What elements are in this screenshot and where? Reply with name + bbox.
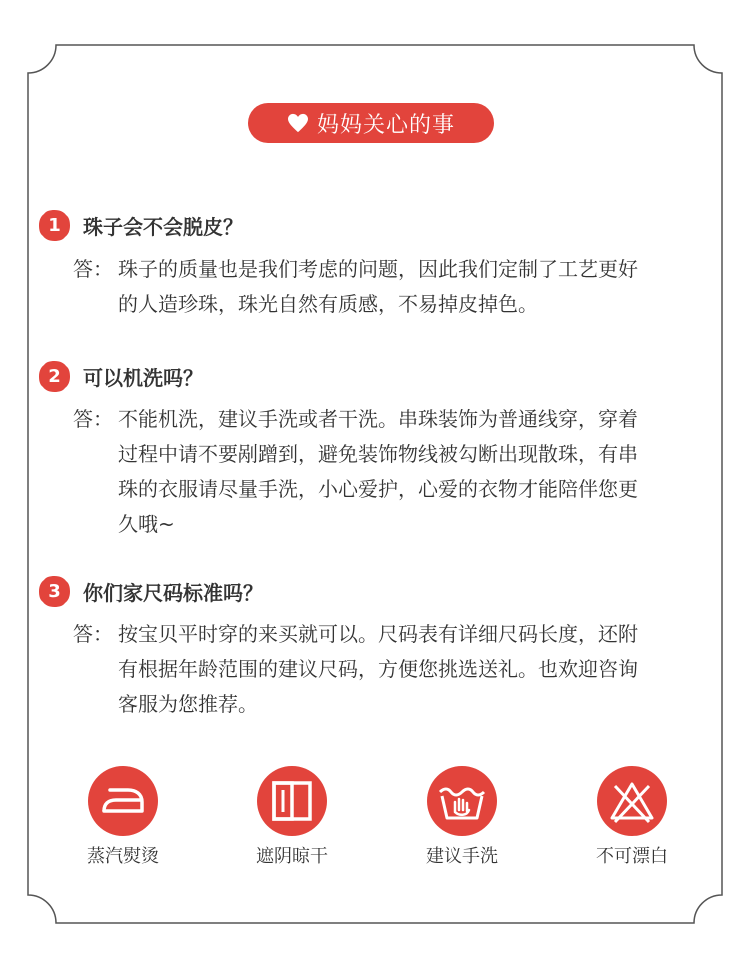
care-item-iron [38, 766, 208, 868]
care-item-hand-wash [377, 766, 547, 868]
care-label: 建议手洗 [426, 846, 498, 867]
question-1 [38, 209, 243, 242]
care-item-shade-dry [207, 766, 377, 868]
question-2 [38, 360, 203, 393]
answer-line: 客服为您推荐。 [118, 692, 258, 716]
answer-line: 有根据年龄范围的建议尺码，方便您挑选送礼。也欢迎咨询 [118, 657, 638, 681]
shade-dry-icon [257, 766, 327, 836]
answer-label: 答： [73, 407, 113, 431]
answer-label: 答： [73, 257, 113, 281]
answer-line: 珠的衣服请尽量手洗，小心爱护，心爱的衣物才能陪伴您更 [118, 477, 638, 501]
answer-line: 不能机洗，建议手洗或者干洗。串珠装饰为普通线穿，穿着 [118, 407, 638, 431]
answer-2 [73, 402, 693, 542]
section-title-badge [248, 103, 494, 143]
question-text: 珠子会不会脱皮？ [83, 215, 243, 239]
section-title: 妈妈关心的事 [316, 112, 455, 138]
answer-line: 久哦~ [118, 512, 175, 536]
hand-wash-icon [427, 766, 497, 836]
care-label: 不可漂白 [596, 846, 668, 867]
heart-icon [287, 113, 309, 133]
question-number-badge: 1 [38, 209, 71, 242]
question-text: 你们家尺码标准吗？ [83, 581, 263, 605]
care-label: 遮阴晾干 [256, 846, 328, 867]
question-number-badge: 3 [38, 575, 71, 608]
care-label: 蒸汽熨烫 [87, 846, 159, 867]
no-bleach-icon [597, 766, 667, 836]
question-3 [38, 575, 263, 608]
answer-line: 按宝贝平时穿的来买就可以。尺码表有详细尺码长度，还附 [118, 622, 638, 646]
answer-line: 过程中请不要剐蹭到，避免装饰物线被勾断出现散珠，有串 [118, 442, 638, 466]
answer-label: 答： [73, 622, 113, 646]
iron-icon [88, 766, 158, 836]
answer-1 [73, 252, 693, 322]
care-item-no-bleach [547, 766, 717, 868]
question-text: 可以机洗吗？ [83, 366, 203, 390]
question-number-badge: 2 [38, 360, 71, 393]
answer-line: 的人造珍珠，珠光自然有质感，不易掉皮掉色。 [118, 292, 538, 316]
answer-3 [73, 617, 693, 722]
answer-line: 珠子的质量也是我们考虑的问题，因此我们定制了工艺更好 [118, 257, 638, 281]
